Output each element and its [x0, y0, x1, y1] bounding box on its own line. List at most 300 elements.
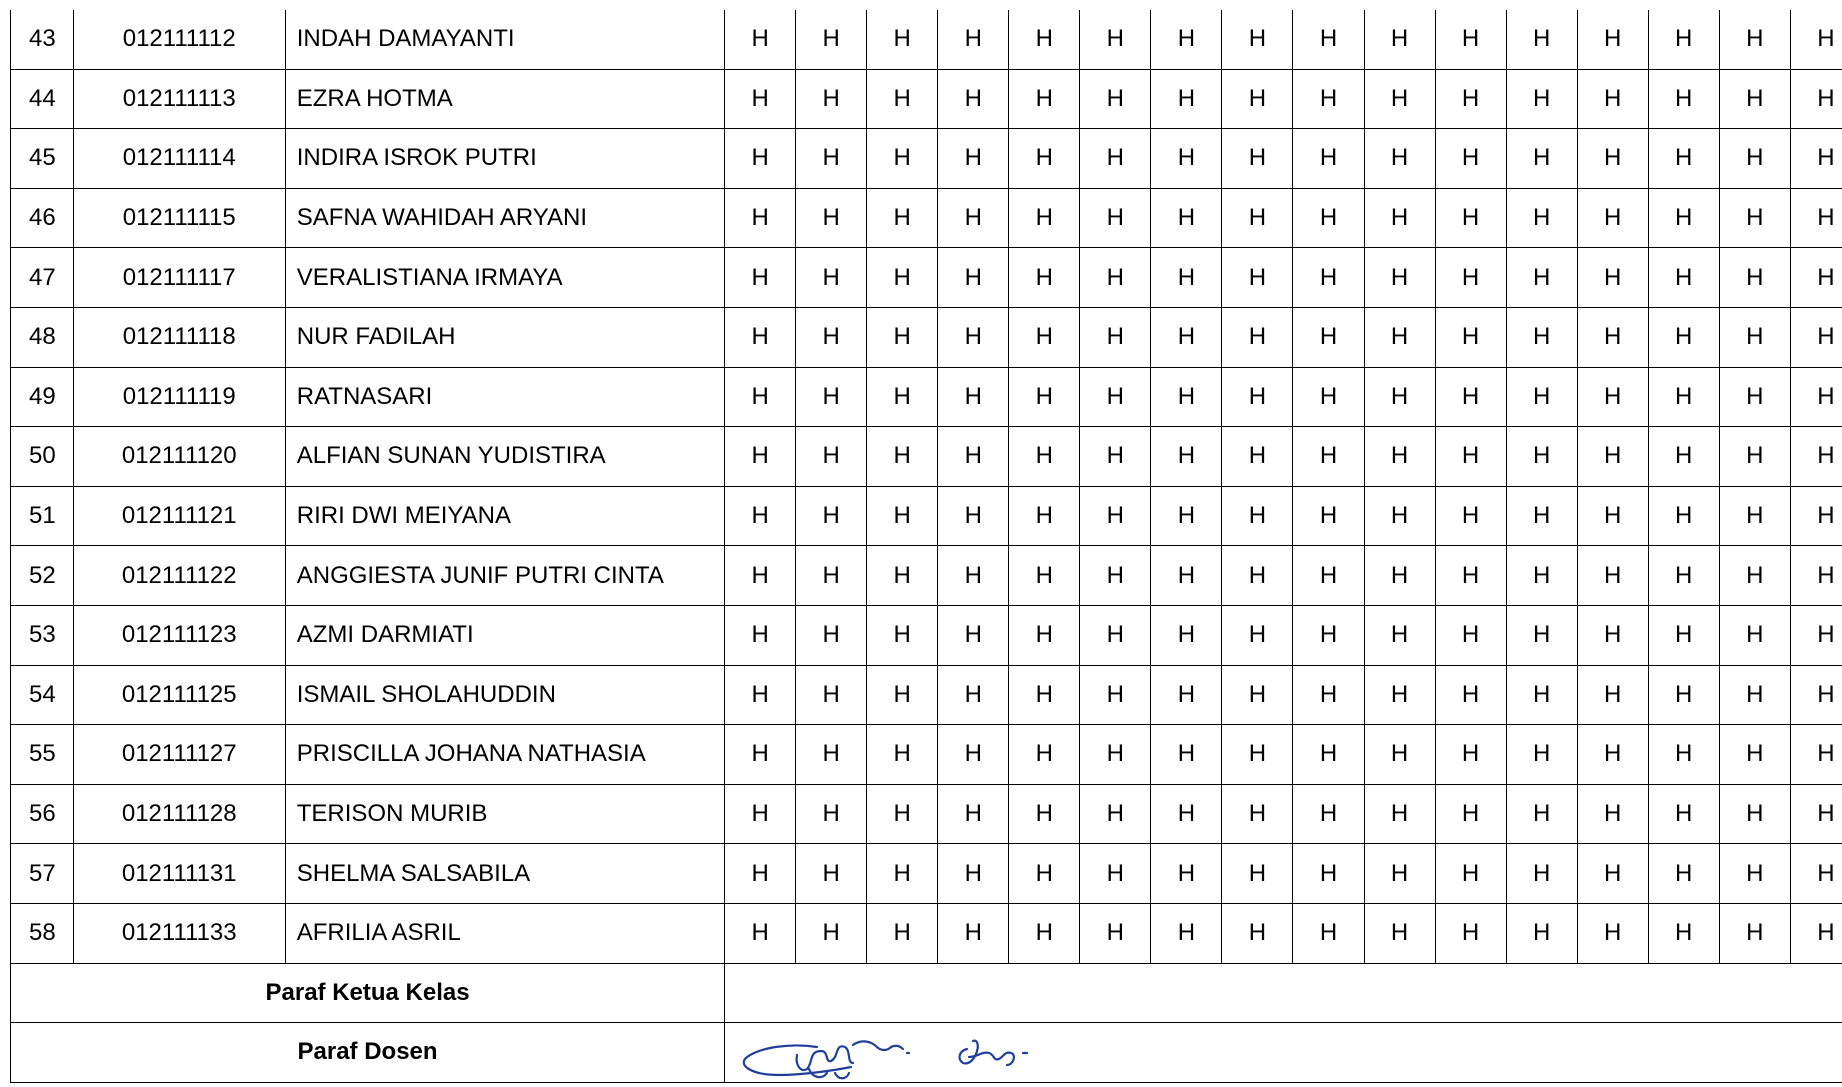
attendance-mark: H: [1080, 10, 1151, 69]
attendance-mark: H: [796, 784, 867, 844]
student-name: SAFNA WAHIDAH ARYANI: [285, 188, 724, 248]
attendance-mark: H: [1648, 486, 1719, 546]
attendance-mark: H: [1719, 307, 1790, 367]
student-name: ISMAIL SHOLAHUDDIN: [285, 665, 724, 725]
student-id: 012111119: [73, 367, 285, 427]
attendance-mark: H: [1577, 248, 1648, 308]
attendance-mark: H: [1151, 10, 1222, 69]
attendance-mark: H: [1719, 844, 1790, 904]
attendance-mark: H: [1009, 546, 1080, 606]
attendance-mark: H: [1293, 605, 1364, 665]
attendance-mark: H: [1151, 69, 1222, 129]
student-name: VERALISTIANA IRMAYA: [285, 248, 724, 308]
dosen-row: [11, 1023, 1842, 1083]
attendance-mark: H: [1435, 546, 1506, 606]
attendance-mark: H: [1435, 367, 1506, 427]
attendance-mark: H: [796, 486, 867, 546]
attendance-mark: H: [1009, 844, 1080, 904]
attendance-mark: H: [1080, 605, 1151, 665]
attendance-mark: H: [1151, 903, 1222, 963]
attendance-mark: H: [1222, 248, 1293, 308]
attendance-mark: H: [1719, 725, 1790, 785]
attendance-mark: H: [1080, 129, 1151, 189]
row-number: 54: [11, 665, 74, 725]
attendance-mark: H: [1009, 69, 1080, 129]
attendance-mark: H: [1790, 248, 1842, 308]
attendance-mark: H: [867, 248, 938, 308]
attendance-mark: H: [938, 784, 1009, 844]
row-number: 55: [11, 725, 74, 785]
ketua-kelas-signature-area: [725, 963, 1842, 1023]
row-number: 58: [11, 903, 74, 963]
attendance-mark: H: [725, 69, 796, 129]
attendance-mark: H: [1506, 665, 1577, 725]
attendance-mark: H: [1790, 546, 1842, 606]
attendance-mark: H: [1364, 605, 1435, 665]
attendance-mark: H: [1719, 10, 1790, 69]
student-id: 012111122: [73, 546, 285, 606]
attendance-mark: H: [1080, 427, 1151, 487]
attendance-mark: H: [1506, 844, 1577, 904]
attendance-mark: H: [725, 605, 796, 665]
attendance-mark: H: [1577, 784, 1648, 844]
attendance-mark: H: [1009, 367, 1080, 427]
attendance-mark: H: [1364, 69, 1435, 129]
table-row: [11, 69, 1842, 129]
attendance-mark: H: [1790, 844, 1842, 904]
attendance-mark: H: [1293, 546, 1364, 606]
attendance-mark: H: [1506, 546, 1577, 606]
attendance-mark: H: [867, 367, 938, 427]
attendance-mark: H: [1719, 129, 1790, 189]
footer-rows: [11, 963, 1842, 1082]
attendance-mark: H: [1435, 665, 1506, 725]
row-number: 46: [11, 188, 74, 248]
student-id: 012111127: [73, 725, 285, 785]
attendance-mark: H: [1293, 665, 1364, 725]
attendance-mark: H: [1151, 129, 1222, 189]
attendance-mark: H: [1151, 188, 1222, 248]
attendance-mark: H: [796, 546, 867, 606]
attendance-mark: H: [867, 725, 938, 785]
attendance-mark: H: [1293, 69, 1364, 129]
attendance-mark: H: [1506, 69, 1577, 129]
attendance-mark: H: [796, 188, 867, 248]
attendance-mark: H: [1151, 665, 1222, 725]
table-row: [11, 307, 1842, 367]
attendance-mark: H: [1293, 307, 1364, 367]
attendance-mark: H: [725, 10, 796, 69]
attendance-mark: H: [1009, 307, 1080, 367]
attendance-mark: H: [1648, 248, 1719, 308]
row-number: 45: [11, 129, 74, 189]
attendance-mark: H: [867, 427, 938, 487]
attendance-mark: H: [938, 307, 1009, 367]
attendance-mark: H: [1790, 486, 1842, 546]
student-name: INDAH DAMAYANTI: [285, 10, 724, 69]
attendance-mark: H: [1648, 10, 1719, 69]
attendance-mark: H: [1577, 486, 1648, 546]
attendance-mark: H: [1790, 188, 1842, 248]
attendance-mark: H: [938, 725, 1009, 785]
table-row: [11, 248, 1842, 308]
attendance-mark: H: [1364, 427, 1435, 487]
attendance-mark: H: [938, 10, 1009, 69]
attendance-mark: H: [1222, 307, 1293, 367]
student-id: 012111121: [73, 486, 285, 546]
row-number: 50: [11, 427, 74, 487]
attendance-mark: H: [1080, 69, 1151, 129]
attendance-mark: H: [1364, 307, 1435, 367]
row-number: 53: [11, 605, 74, 665]
attendance-mark: H: [1009, 248, 1080, 308]
attendance-mark: H: [938, 427, 1009, 487]
table-row: [11, 129, 1842, 189]
attendance-mark: H: [1080, 903, 1151, 963]
attendance-mark: H: [1080, 784, 1151, 844]
attendance-mark: H: [1577, 427, 1648, 487]
attendance-mark: H: [796, 725, 867, 785]
attendance-mark: H: [1080, 307, 1151, 367]
student-id: 012111117: [73, 248, 285, 308]
attendance-mark: H: [725, 367, 796, 427]
attendance-mark: H: [1577, 367, 1648, 427]
attendance-mark: H: [1790, 129, 1842, 189]
attendance-mark: H: [1222, 844, 1293, 904]
attendance-mark: H: [1009, 10, 1080, 69]
attendance-mark: H: [1151, 784, 1222, 844]
student-name: RATNASARI: [285, 367, 724, 427]
attendance-mark: H: [1293, 784, 1364, 844]
attendance-mark: H: [1364, 546, 1435, 606]
attendance-mark: H: [1222, 605, 1293, 665]
attendance-mark: H: [867, 188, 938, 248]
attendance-mark: H: [867, 844, 938, 904]
attendance-mark: H: [1719, 367, 1790, 427]
row-number: 52: [11, 546, 74, 606]
row-number: 51: [11, 486, 74, 546]
attendance-mark: H: [1222, 486, 1293, 546]
attendance-mark: H: [1435, 188, 1506, 248]
attendance-mark: H: [1151, 367, 1222, 427]
attendance-mark: H: [1080, 248, 1151, 308]
table-row: [11, 844, 1842, 904]
attendance-mark: H: [1435, 903, 1506, 963]
table-row: [11, 725, 1842, 785]
attendance-mark: H: [938, 69, 1009, 129]
attendance-mark: H: [1151, 546, 1222, 606]
attendance-mark: H: [1435, 725, 1506, 785]
attendance-mark: H: [1364, 129, 1435, 189]
attendance-mark: H: [725, 307, 796, 367]
attendance-mark: H: [725, 665, 796, 725]
attendance-mark: H: [796, 427, 867, 487]
attendance-mark: H: [867, 486, 938, 546]
attendance-mark: H: [1577, 10, 1648, 69]
student-name: INDIRA ISROK PUTRI: [285, 129, 724, 189]
attendance-mark: H: [1009, 486, 1080, 546]
attendance-mark: H: [796, 605, 867, 665]
attendance-mark: H: [867, 903, 938, 963]
dosen-label: Paraf Dosen: [11, 1023, 725, 1083]
attendance-mark: H: [1577, 903, 1648, 963]
attendance-mark: H: [796, 367, 867, 427]
attendance-mark: H: [1506, 10, 1577, 69]
student-name: TERISON MURIB: [285, 784, 724, 844]
attendance-mark: H: [1222, 784, 1293, 844]
attendance-mark: H: [1790, 69, 1842, 129]
attendance-mark: H: [1293, 129, 1364, 189]
row-number: 44: [11, 69, 74, 129]
student-id: 012111113: [73, 69, 285, 129]
attendance-mark: H: [1009, 427, 1080, 487]
attendance-mark: H: [1506, 784, 1577, 844]
attendance-mark: H: [1648, 367, 1719, 427]
attendance-mark: H: [1648, 546, 1719, 606]
row-number: 57: [11, 844, 74, 904]
attendance-mark: H: [796, 129, 867, 189]
attendance-mark: H: [1719, 546, 1790, 606]
attendance-mark: H: [1222, 725, 1293, 785]
attendance-mark: H: [1364, 665, 1435, 725]
attendance-mark: H: [938, 188, 1009, 248]
attendance-mark: H: [1364, 10, 1435, 69]
attendance-mark: H: [1577, 69, 1648, 129]
attendance-mark: H: [1151, 486, 1222, 546]
attendance-mark: H: [796, 844, 867, 904]
student-name: ALFIAN SUNAN YUDISTIRA: [285, 427, 724, 487]
attendance-mark: H: [867, 605, 938, 665]
attendance-mark: H: [938, 844, 1009, 904]
table-row: [11, 784, 1842, 844]
student-name: AZMI DARMIATI: [285, 605, 724, 665]
attendance-mark: H: [1506, 129, 1577, 189]
attendance-mark: H: [725, 784, 796, 844]
attendance-mark: H: [867, 10, 938, 69]
row-number: 48: [11, 307, 74, 367]
attendance-mark: H: [1435, 248, 1506, 308]
attendance-mark: H: [1364, 367, 1435, 427]
attendance-table: [10, 10, 1842, 1083]
attendance-mark: H: [867, 129, 938, 189]
student-id: 012111123: [73, 605, 285, 665]
attendance-mark: H: [1719, 188, 1790, 248]
student-id: 012111128: [73, 784, 285, 844]
attendance-mark: H: [1009, 188, 1080, 248]
student-id: 012111131: [73, 844, 285, 904]
table-row: [11, 665, 1842, 725]
attendance-mark: H: [1506, 486, 1577, 546]
attendance-mark: H: [1506, 188, 1577, 248]
attendance-mark: H: [1364, 844, 1435, 904]
attendance-mark: H: [1009, 605, 1080, 665]
handwritten-signature-icon: [725, 1023, 1842, 1082]
attendance-mark: H: [1293, 367, 1364, 427]
attendance-mark: H: [1151, 248, 1222, 308]
student-name: EZRA HOTMA: [285, 69, 724, 129]
attendance-mark: H: [725, 248, 796, 308]
attendance-mark: H: [1577, 665, 1648, 725]
attendance-mark: H: [1719, 784, 1790, 844]
student-id: 012111112: [73, 10, 285, 69]
attendance-mark: H: [1790, 784, 1842, 844]
student-id: 012111118: [73, 307, 285, 367]
attendance-mark: H: [1222, 546, 1293, 606]
attendance-mark: H: [938, 546, 1009, 606]
attendance-mark: H: [796, 10, 867, 69]
attendance-mark: H: [1435, 844, 1506, 904]
attendance-mark: H: [1719, 486, 1790, 546]
attendance-mark: H: [1435, 129, 1506, 189]
attendance-mark: H: [1009, 903, 1080, 963]
student-name: SHELMA SALSABILA: [285, 844, 724, 904]
student-rows: [11, 10, 1842, 963]
row-number: 56: [11, 784, 74, 844]
attendance-mark: H: [725, 725, 796, 785]
table-row: [11, 903, 1842, 963]
attendance-mark: H: [1790, 665, 1842, 725]
attendance-mark: H: [1719, 903, 1790, 963]
attendance-mark: H: [1648, 69, 1719, 129]
attendance-mark: H: [938, 665, 1009, 725]
student-id: 012111115: [73, 188, 285, 248]
attendance-mark: H: [1648, 903, 1719, 963]
attendance-mark: H: [1790, 367, 1842, 427]
attendance-mark: H: [1506, 725, 1577, 785]
attendance-mark: H: [725, 844, 796, 904]
attendance-mark: H: [1435, 10, 1506, 69]
attendance-mark: H: [1648, 307, 1719, 367]
attendance-mark: H: [1790, 725, 1842, 785]
attendance-mark: H: [938, 903, 1009, 963]
attendance-mark: H: [1790, 10, 1842, 69]
attendance-mark: H: [1222, 665, 1293, 725]
attendance-mark: H: [1506, 367, 1577, 427]
attendance-mark: H: [1009, 784, 1080, 844]
attendance-mark: H: [938, 605, 1009, 665]
attendance-mark: H: [938, 367, 1009, 427]
attendance-mark: H: [1577, 546, 1648, 606]
attendance-mark: H: [1293, 844, 1364, 904]
attendance-mark: H: [1790, 605, 1842, 665]
attendance-mark: H: [1080, 486, 1151, 546]
attendance-mark: H: [1222, 427, 1293, 487]
attendance-mark: H: [867, 784, 938, 844]
attendance-mark: H: [867, 546, 938, 606]
table-row: [11, 486, 1842, 546]
table-row: [11, 188, 1842, 248]
attendance-mark: H: [867, 307, 938, 367]
attendance-mark: H: [1577, 129, 1648, 189]
attendance-mark: H: [796, 903, 867, 963]
attendance-mark: H: [725, 486, 796, 546]
attendance-mark: H: [1648, 665, 1719, 725]
attendance-mark: H: [1080, 725, 1151, 785]
student-id: 012111125: [73, 665, 285, 725]
attendance-mark: H: [1080, 188, 1151, 248]
ketua-kelas-label: Paraf Ketua Kelas: [11, 963, 725, 1023]
attendance-mark: H: [725, 129, 796, 189]
attendance-mark: H: [1435, 69, 1506, 129]
attendance-mark: H: [867, 665, 938, 725]
attendance-mark: H: [1648, 427, 1719, 487]
attendance-mark: H: [796, 248, 867, 308]
attendance-mark: H: [1719, 248, 1790, 308]
attendance-mark: H: [1222, 188, 1293, 248]
row-number: 49: [11, 367, 74, 427]
student-name: RIRI DWI MEIYANA: [285, 486, 724, 546]
attendance-mark: H: [1506, 903, 1577, 963]
student-name: PRISCILLA JOHANA NATHASIA: [285, 725, 724, 785]
attendance-mark: H: [1435, 784, 1506, 844]
attendance-mark: H: [938, 248, 1009, 308]
attendance-mark: H: [796, 665, 867, 725]
attendance-mark: H: [725, 546, 796, 606]
table-row: [11, 367, 1842, 427]
dosen-signature-area: [725, 1023, 1842, 1083]
attendance-mark: H: [1293, 427, 1364, 487]
attendance-mark: H: [1790, 427, 1842, 487]
attendance-mark: H: [1577, 605, 1648, 665]
attendance-mark: H: [1293, 725, 1364, 785]
attendance-mark: H: [1577, 307, 1648, 367]
attendance-mark: H: [1009, 129, 1080, 189]
attendance-mark: H: [1293, 903, 1364, 963]
attendance-mark: H: [1222, 129, 1293, 189]
attendance-mark: H: [1151, 307, 1222, 367]
attendance-mark: H: [1293, 248, 1364, 308]
attendance-mark: H: [1364, 248, 1435, 308]
attendance-mark: H: [725, 427, 796, 487]
table-row: [11, 546, 1842, 606]
attendance-mark: H: [1364, 486, 1435, 546]
attendance-mark: H: [1648, 188, 1719, 248]
attendance-mark: H: [1719, 605, 1790, 665]
attendance-mark: H: [1435, 486, 1506, 546]
student-id: 012111120: [73, 427, 285, 487]
table-row: [11, 427, 1842, 487]
attendance-mark: H: [1222, 367, 1293, 427]
attendance-mark: H: [1222, 10, 1293, 69]
attendance-mark: H: [1719, 69, 1790, 129]
attendance-mark: H: [1364, 188, 1435, 248]
attendance-mark: H: [1435, 605, 1506, 665]
attendance-mark: H: [1009, 725, 1080, 785]
attendance-mark: H: [1293, 486, 1364, 546]
attendance-mark: H: [1648, 605, 1719, 665]
attendance-mark: H: [1506, 427, 1577, 487]
attendance-mark: H: [1222, 903, 1293, 963]
attendance-mark: H: [1648, 784, 1719, 844]
attendance-mark: H: [796, 69, 867, 129]
attendance-mark: H: [1364, 784, 1435, 844]
attendance-mark: H: [1506, 605, 1577, 665]
attendance-mark: H: [1151, 844, 1222, 904]
attendance-mark: H: [867, 69, 938, 129]
attendance-mark: H: [1719, 665, 1790, 725]
attendance-mark: H: [1435, 427, 1506, 487]
attendance-mark: H: [1080, 546, 1151, 606]
attendance-mark: H: [1293, 188, 1364, 248]
attendance-mark: H: [1151, 725, 1222, 785]
attendance-mark: H: [1790, 903, 1842, 963]
attendance-mark: H: [1577, 844, 1648, 904]
table-row: [11, 605, 1842, 665]
attendance-mark: H: [1648, 725, 1719, 785]
student-name: NUR FADILAH: [285, 307, 724, 367]
student-name: AFRILIA ASRIL: [285, 903, 724, 963]
attendance-mark: H: [1435, 307, 1506, 367]
